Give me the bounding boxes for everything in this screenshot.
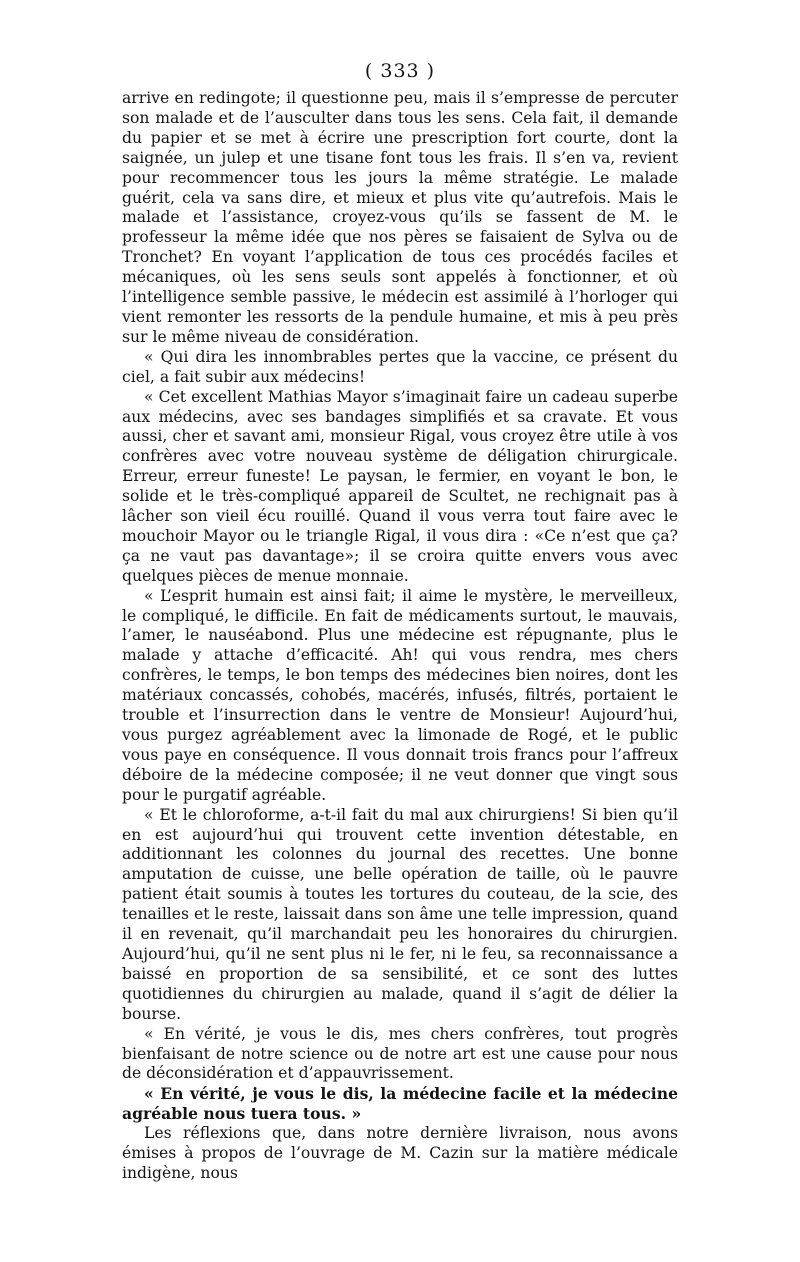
paragraph-7: « En vérité, je vous le dis, la médecine facile et la médecine agréable nous tuera tous. »: [122, 1084, 678, 1124]
page-number: ( 333 ): [364, 60, 436, 82]
paragraph-5: « Et le chloroforme, a-t-il fait du mal aux chirurgiens! Si bien qu’il en est aujourd’hui qui trouvent cette invention détestable, en additionnant les colonnes du journal des recettes. Une bonne amputation de cuisse, une belle opération de taille, où le pauvre patient était soumis à toutes les tortures du couteau, de la scie, des tenailles et le reste, laissait dans son âme une telle impression, quand il en revenait, qu’il marchandait peu les honoraires du chirurgien. Aujourd’hui, qu’il ne sent plus ni le fer, ni le feu, sa reconnaissance a baissé en proportion de sa sensibilité, et ce sont des luttes quotidiennes du chirurgien au malade, quand il s’agit de délier la bourse.: [122, 805, 678, 1023]
paragraph-6: « En vérité, je vous le dis, mes chers confrères, tout progrès bienfaisant de notre science ou de notre art est une cause pour nous de déconsidération et d’appauvrissement.: [122, 1024, 678, 1083]
body-text: [122, 89, 678, 1184]
paragraph-1: arrive en redingote; il questionne peu, mais il s’empresse de percuter son malade et de l’ausculter dans tous les sens. Cela fait, il demande du papier et se met à écrire une prescription fort courte, dont la saignée, un julep et une tisane font tous les frais. Il s’en va, revient pour recommencer tous les jours la même stratégie. Le malade guérit, cela va sans dire, et mieux et plus vite qu’autrefois. Mais le malade et l’assistance, croyez-vous qu’ils se fassent de M. le professeur la même idée que nos pères se faisaient de Sylva ou de Tronchet? En voyant l’application de tous ces procédés faciles et mécaniques, où les sens seuls sont appelés à fonctionner, et où l’intelligence semble passive, le médecin est assimilé à l’horloger qui vient remonter les ressorts de la pendule humaine, et mis à peu près sur le même niveau de considération.: [122, 89, 678, 346]
paragraph-3: « Cet excellent Mathias Mayor s’imaginait faire un cadeau superbe aux médecins, avec ses bandages simplifiés et sa cravate. Et vous aussi, cher et savant ami, monsieur Rigal, vous croyez être utile à vos confrères avec votre nouveau système de déligation chirurgicale. Erreur, erreur funeste! Le paysan, le fermier, en voyant le bon, le solide et le très-compliqué appareil de Scultet, ne rechignait pas à lâcher son vieil écu rouillé. Quand il vous verra tout faire avec le mouchoir Mayor ou le triangle Rigal, il vous dira : «Ce n’est que ça? ça ne vaut pas davantage»; il se croira quitte envers vous avec quelques pièces de menue monnaie.: [122, 387, 678, 585]
paragraph-8: Les réflexions que, dans notre dernière livraison, nous avons émises à propos de l’ouvrage de M. Cazin sur la matière médicale indigène, nous: [122, 1124, 678, 1182]
paragraph-2: « Qui dira les innombrables pertes que la vaccine, ce présent du ciel, a fait subir aux médecins!: [122, 347, 678, 386]
paragraph-4: « L’esprit humain est ainsi fait; il aime le mystère, le merveilleux, le compliqué, le difficile. En fait de médicaments surtout, le mauvais, l’amer, le nauséabond. Plus une médecine est répugnante, plus le malade y attache d’efficacité. Ah! qui vous rendra, mes chers confrères, le temps, le bon temps des médecines bien noires, dont les matériaux concassés, cohobés, macérés, infusés, filtrés, portaient le trouble et l’insurrection dans le ventre de Monsieur! Aujourd’hui, vous purgez agréablement avec la limonade de Rogé, et le public vous paye en conséquence. Il vous donnait trois francs pour l’affreux déboire de la médecine composée; il ne veut donner que vingt sous pour le purgatif agréable.: [122, 586, 678, 804]
